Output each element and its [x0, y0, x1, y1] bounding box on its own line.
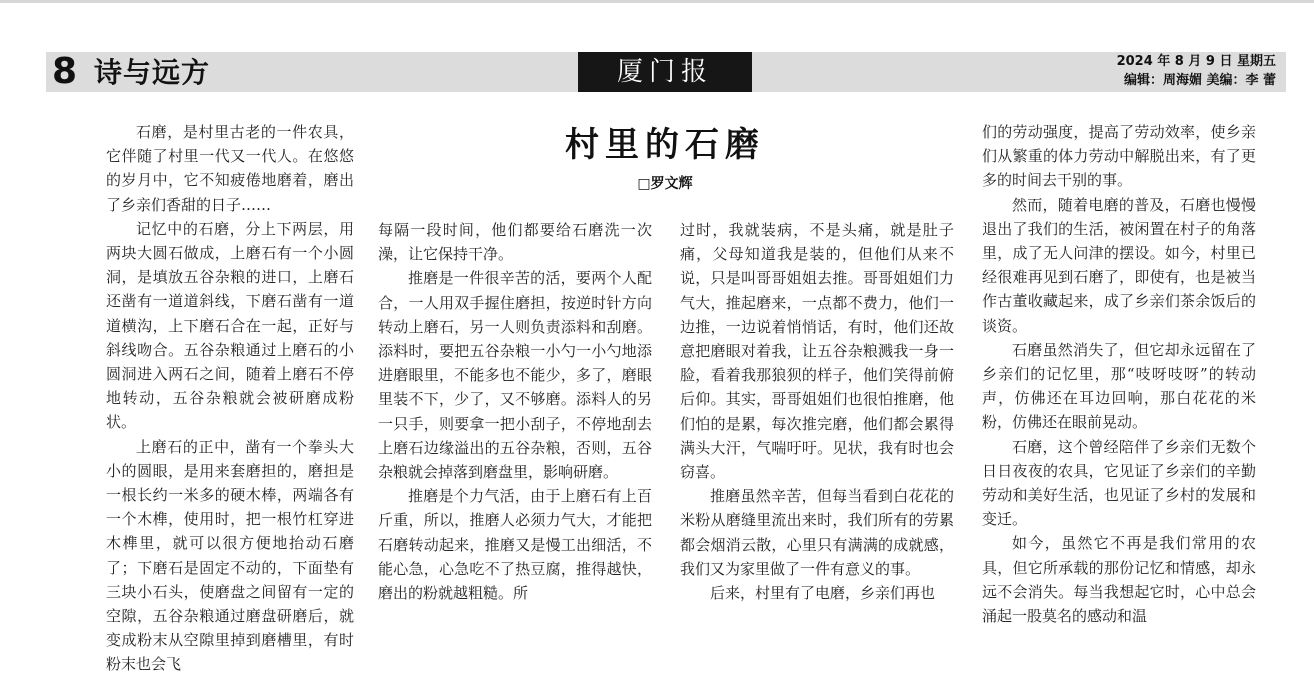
article-byline: □罗文辉	[637, 176, 693, 192]
paragraph: 推磨是个力气活，由于上磨石有上百斤重，所以，推磨人必须力气大，才能把石磨转动起来，推磨又是慢工出细活，不能心急，心急吃不了热豆腐，推得越快，磨出的粉就越粗糙。所	[378, 487, 652, 603]
paragraph: 过时，我就装病，不是头痛，就是肚子痛，父母知道我是装的，但他们从来不说，只是叫哥哥姐姐去推。哥哥姐姐们力气大，推起磨来，一点都不费力，他们一边推，一边说着悄悄话，有时，他们还故意把磨眼对着我，让五谷杂粮溅我一身一脸，看着我那狼狈的样子，他们笑得前俯后仰。其实，哥哥姐姐们也很怕推磨，他们怕的是累，每次推完磨，他们都会累得满头大汗，气喘吁吁。见状，我有时也会窃喜。	[680, 221, 954, 482]
page-top-border	[0, 0, 1314, 3]
text-column-2	[378, 218, 652, 640]
issue-date: 2024 年 8 月 9 日 星期五	[1116, 54, 1276, 69]
paragraph: 推磨虽然辛苦，但每当看到白花花的米粉从磨缝里流出来时，我们所有的劳累都会烟消云散，心里只有满满的成就感，我们又为家里做了一件有意义的事。	[680, 487, 954, 578]
newspaper-masthead: 厦门报	[578, 52, 752, 92]
paragraph: 上磨石的正中，凿有一个拳头大小的圆眼，是用来套磨担的，磨担是一根长约一米多的硬木棒，两端各有一个木榫，使用时，把一根竹杠穿进木榫里，就可以很方便地抬动石磨了；下磨石是固定不动的，下面垫有三块小石头，使磨盘之间留有一定的空隙，五谷杂粮通过磨盘研磨后，就变成粉末从空隙里掉到磨槽里，有时粉末也会飞	[106, 437, 354, 674]
paragraph: 石磨，这个曾经陪伴了乡亲们无数个日日夜夜的农具，它见证了乡亲们的辛勤劳动和美好生活，也见证了乡村的发展和变迁。	[982, 437, 1256, 529]
editor-credits: 编辑：周海媚 美编：李 蕾	[1123, 73, 1276, 88]
paragraph: 们的劳动强度，提高了劳动效率，使乡亲们从繁重的体力劳动中解脱出来，有了更多的时间去干别的事。	[982, 123, 1256, 190]
text-column-1	[106, 120, 354, 674]
text-column-4	[982, 120, 1256, 640]
text-column-3	[680, 218, 954, 640]
paragraph: 石磨虽然消失了，但它却永远留在了乡亲们的记忆里，那“吱呀吱呀”的转动声，仿佛还在耳边回响，那白花花的米粉，仿佛还在眼前晃动。	[982, 340, 1256, 432]
paragraph: 后来，村里有了电磨，乡亲们再也	[710, 584, 936, 603]
paragraph: 每隔一段时间，他们都要给石磨洗一次澡，让它保持干净。	[378, 221, 652, 264]
paragraph: 推磨是一件很辛苦的活，要两个人配合，一人用双手握住磨担，按逆时针方向转动上磨石，另一人则负责添料和刮磨。添料时，要把五谷杂粮一小勺一小勺地添进磨眼里，不能多也不能少，多了，磨眼里装不下，少了，又不够磨。添料人的另一只手，则要拿一把小刮子，不停地刮去上磨石边缘溢出的五谷杂粮，否则，五谷杂粮就会掉落到磨盘里，影响研磨。	[378, 269, 652, 482]
paragraph: 如今，虽然它不再是我们常用的农具，但它所承载的那份记忆和情感，却永远不会消失。每当我想起它时，心中总会涌起一股莫名的感动和温	[982, 534, 1256, 626]
paragraph: 石磨，是村里古老的一件农具，它伴随了村里一代又一代人。在悠悠的岁月中，它不知疲倦地磨着，磨出了乡亲们香甜的日子……	[106, 123, 354, 214]
article-title: 村里的石磨	[565, 125, 765, 165]
page-number: 8	[52, 51, 78, 92]
section-title: 诗与远方	[94, 56, 211, 89]
paragraph: 然而，随着电磨的普及，石磨也慢慢退出了我们的生活，被闲置在村子的角落里，成了无人问津的摆设。如今，村里已经很难再见到石磨了，即使有，也是被当作古董收藏起来，成了乡亲们茶余饭后的谈资。	[982, 195, 1256, 335]
paragraph: 记忆中的石磨，分上下两层，用两块大圆石做成，上磨石有一个小圆洞，是填放五谷杂粮的进口，上磨石还凿有一道道斜线，下磨石凿有一道道横沟，上下磨石合在一起，正好与斜线吻合。五谷杂粮通过上磨石的小圆洞进入两石之间，随着上磨石不停地转动，五谷杂粮就会被研磨成粉状。	[106, 219, 354, 432]
